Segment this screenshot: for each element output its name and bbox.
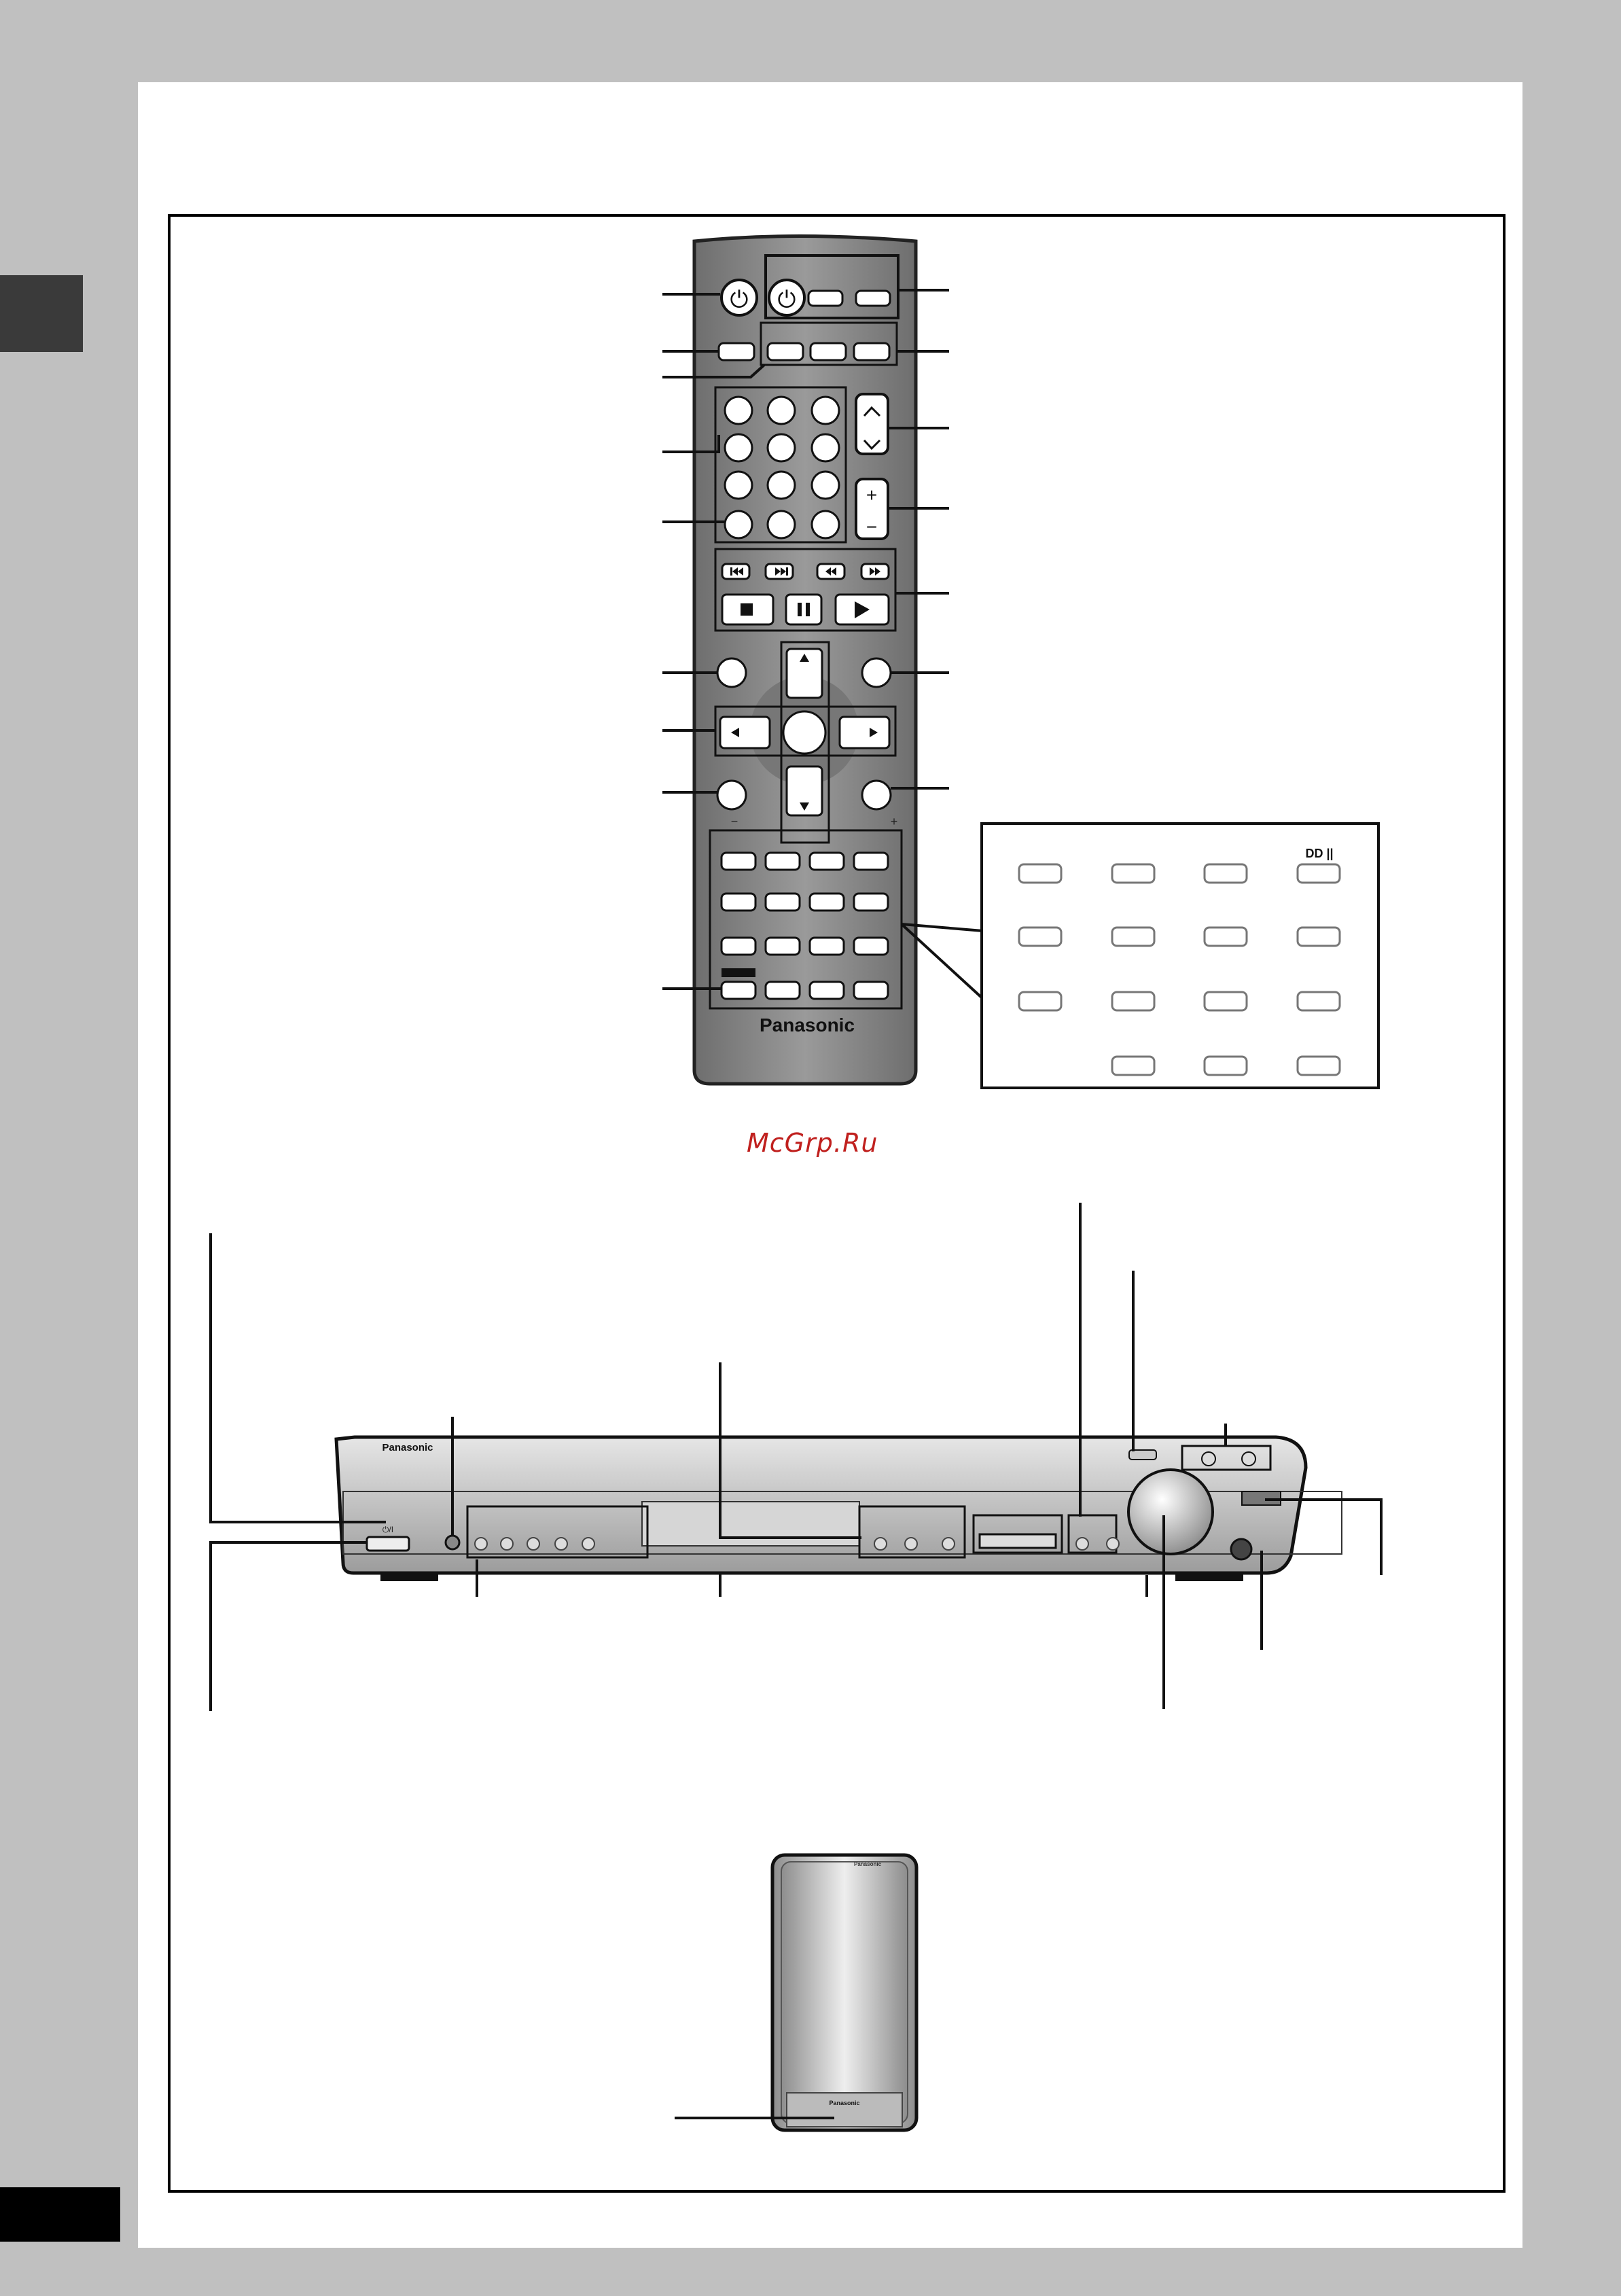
speaker-unit [675, 1855, 916, 2130]
unit-brand-logo: Panasonic [382, 1442, 433, 1453]
unit-transport-buttons[interactable] [980, 1534, 1056, 1548]
return-button[interactable] [862, 658, 891, 687]
channel-rocker[interactable] [856, 394, 888, 454]
volume-knob[interactable] [1128, 1470, 1213, 1554]
svg-text:⏻: ⏻ [777, 286, 796, 313]
left-side-button[interactable] [717, 781, 746, 809]
enter-button[interactable] [783, 711, 825, 754]
tv-input-button[interactable] [808, 291, 842, 306]
source-button[interactable] [768, 343, 803, 360]
svg-text:⏻: ⏻ [730, 286, 749, 313]
remote-sensor [446, 1536, 459, 1549]
power-label: ⏻/I [382, 1525, 394, 1534]
speaker-top-logo: Panasonic [854, 1861, 882, 1867]
source-button[interactable] [810, 343, 846, 360]
pause-button[interactable] [786, 595, 821, 624]
plus-mark: + [890, 815, 898, 828]
display-window [642, 1502, 859, 1546]
menu-button[interactable] [717, 658, 746, 687]
unit-power-button[interactable] [367, 1537, 409, 1551]
watermark: McGrp.Ru [747, 1128, 878, 1158]
remote-brand-logo: Panasonic [759, 1014, 855, 1036]
cursor-right-button[interactable] [840, 717, 889, 748]
dolby-mark: DD || [1305, 847, 1334, 860]
open-close-button[interactable] [1129, 1450, 1156, 1460]
right-side-button[interactable] [862, 781, 891, 809]
main-unit [336, 1437, 1342, 1581]
remote-control [694, 236, 916, 1084]
button-inset [982, 824, 1378, 1088]
source-button[interactable] [854, 343, 889, 360]
volume-up-mark: + [866, 484, 878, 506]
volume-down-mark: − [866, 516, 878, 537]
cursor-left-button[interactable] [720, 717, 770, 748]
source-button[interactable] [719, 343, 754, 360]
speaker-brand-logo: Panasonic [829, 2100, 860, 2106]
headphone-jack [1231, 1539, 1251, 1559]
minus-mark: − [730, 815, 738, 828]
tv-av-button[interactable] [856, 291, 890, 306]
